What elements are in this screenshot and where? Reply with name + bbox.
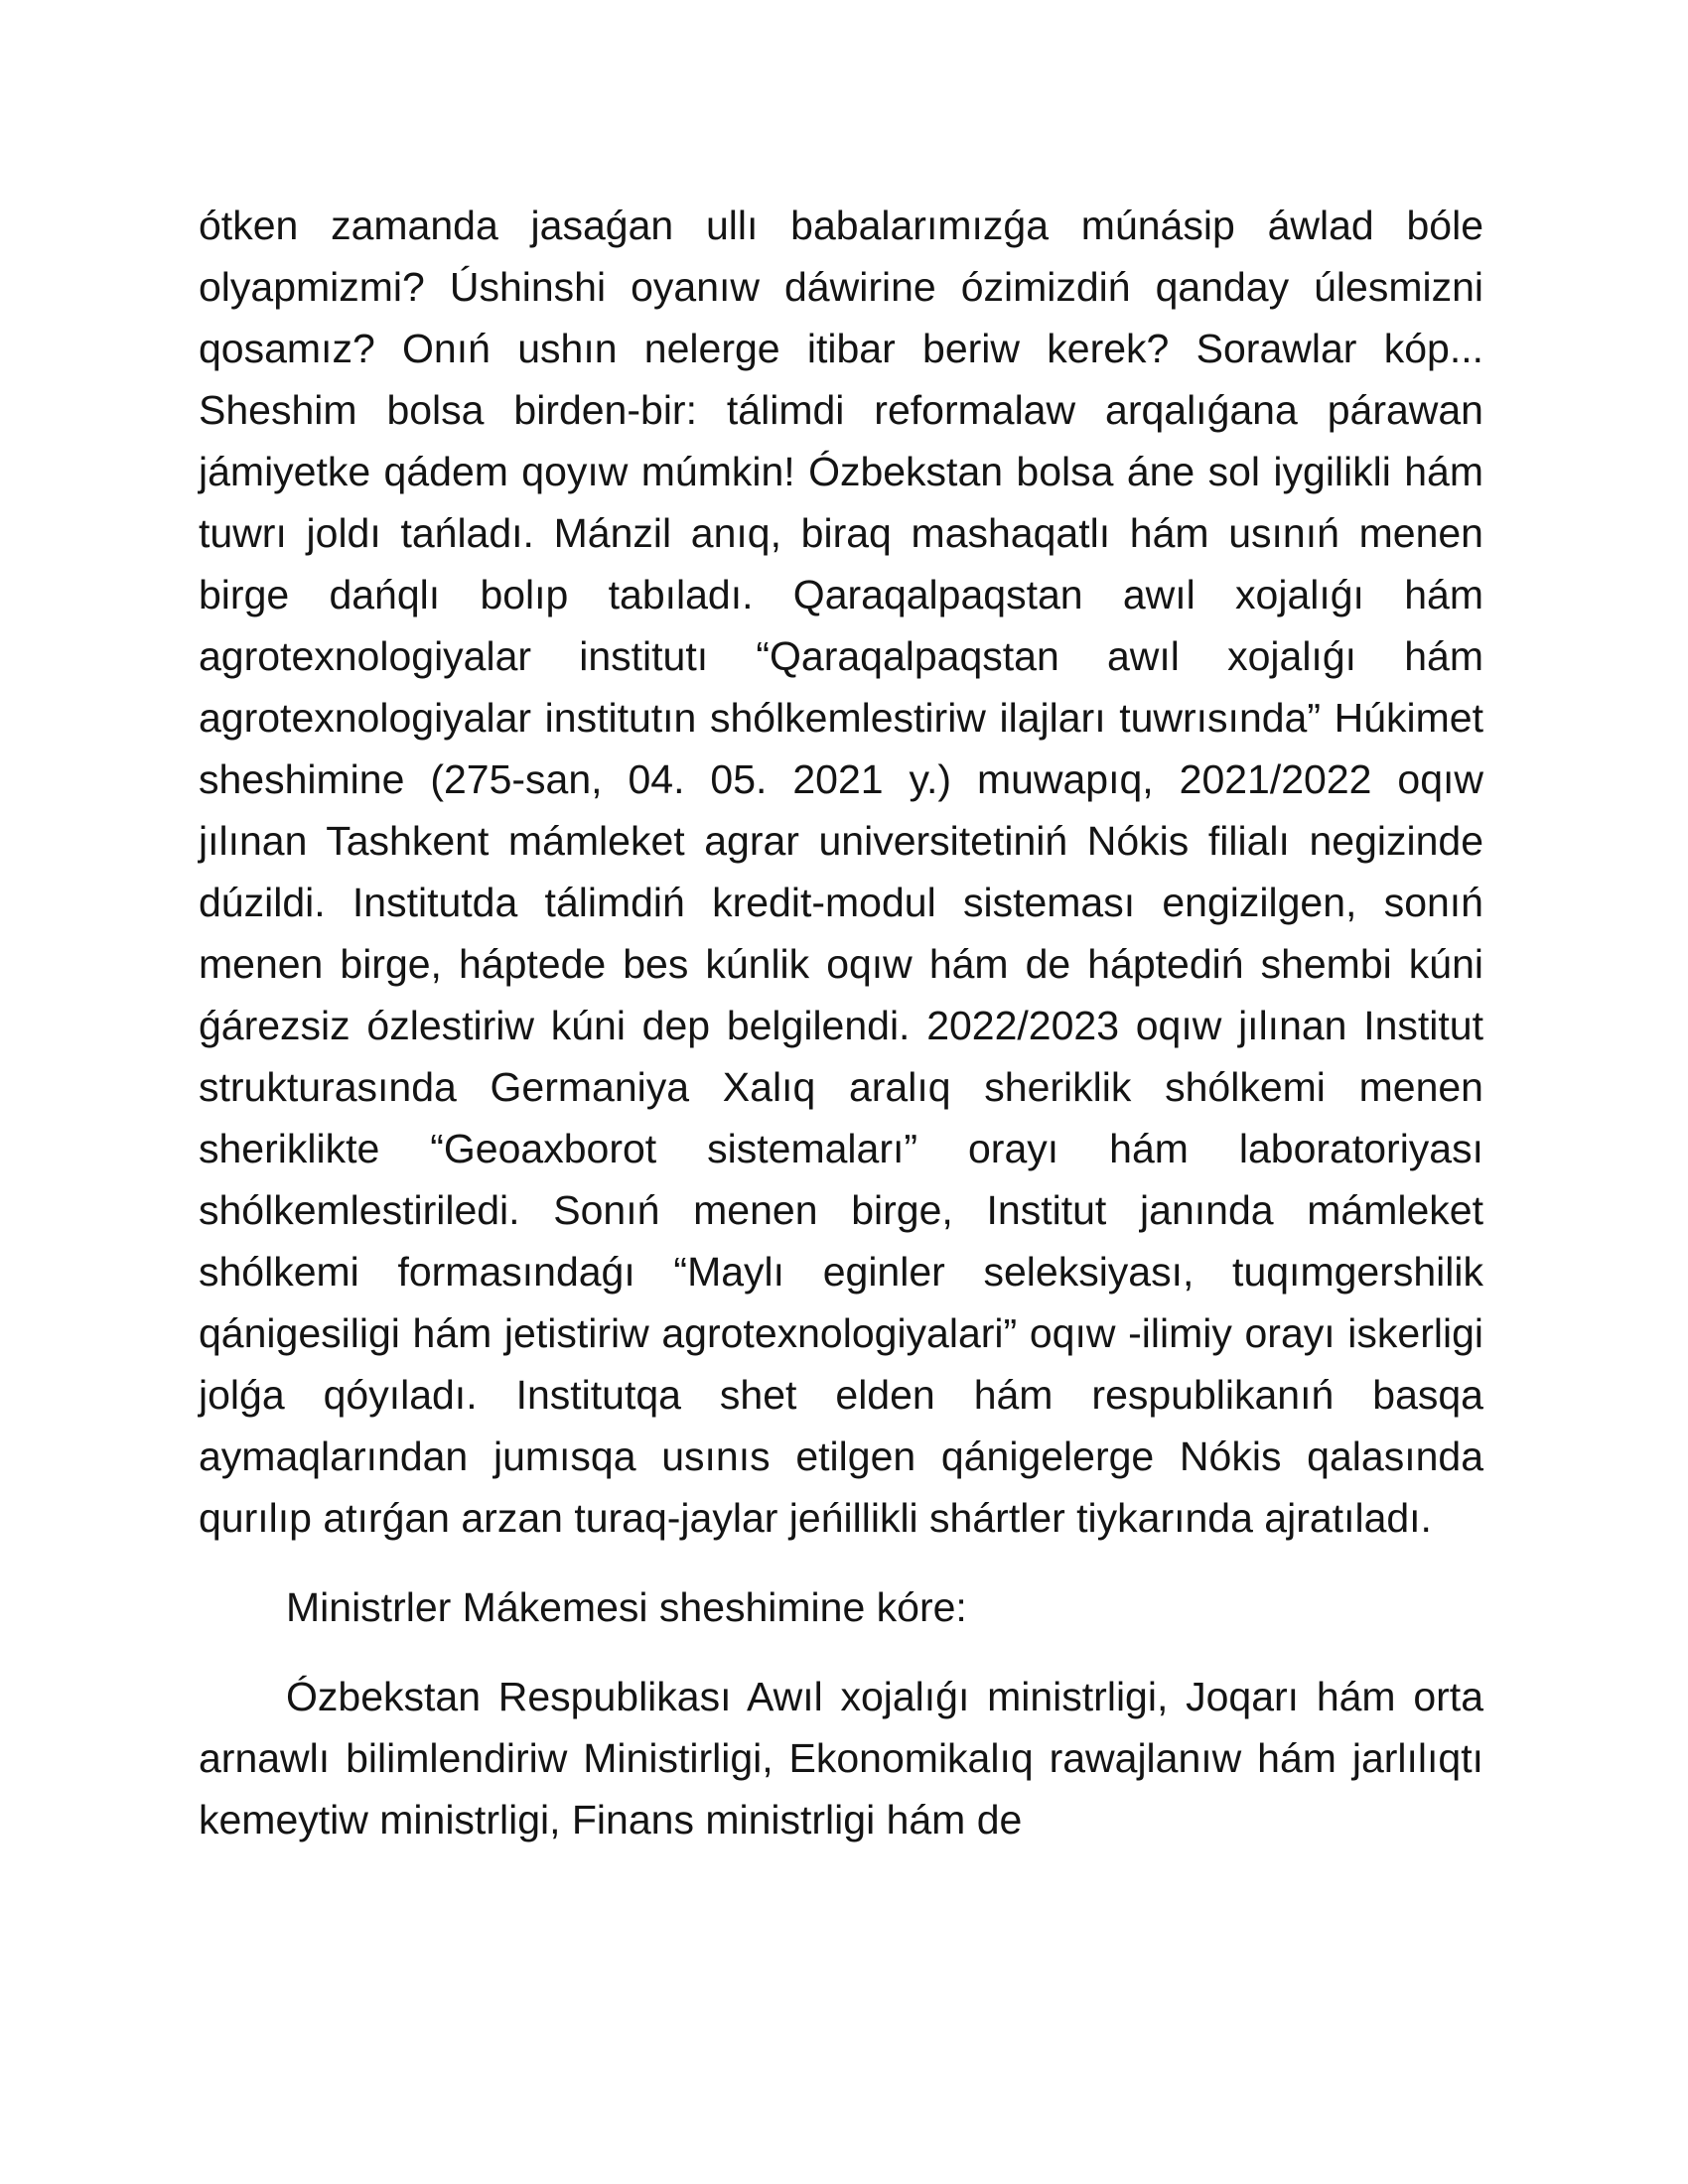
paragraph-ministries-list: Ózbekstan Respublikası Awıl xojalıǵı ministrligi, Joqarı hám orta arnawlı bilimlendiriw Ministirligi, Ekonomikalıq rawajlanıw hám jarlılıqtı kemeytiw ministrligi, Finans ministrligi hám de xyxy=(199,1674,1483,1843)
document-body xyxy=(199,195,1483,1850)
paragraph-ministers-decision: Ministrler Mákemesi sheshimine kóre: xyxy=(286,1584,967,1630)
paragraph-institute-history: ótken zamanda jasaǵan ullı babalarımızǵa múnásip áwlad bóle olyapmizmi? Úshinshi oyanıw dáwirine ózimizdiń qanday úlesmizni qosamız? Onıń ushın nelerge itibar beriw kerek? Sorawlar kóp... Sheshim bolsa birden-bir: tálimdi reformalaw arqalıǵana párawan jámiyetke qádem qoyıw múmkin! Ózbekstan bolsa áne sol iygilikli hám tuwrı joldı tańladı. Mánzil anıq, biraq mashaqatlı hám usınıń menen birge dańqlı bolıp tabıladı. Qaraqalpaqstan awıl xojalıǵı hám agrotexnologiyalar institutı “Qaraqalpaqstan awıl xojalıǵı hám agrotexnologiyalar institutın shólkemlestiriw ilajları tuwrısında” Húkimet sheshimine (275-san, 04. 05. 2021 y.) muwapıq, 2021/2022 oqıw jılınan Tashkent mámleket agrar universitetiniń Nókis filialı negizinde dúzildi. Institutda tálimdiń kredit-modul sisteması engizilgen, sonıń menen birge, háptede bes kúnlik oqıw hám de háptediń shembi kúni ǵárezsiz ózlestiriw kúni dep belgilendi. 2022/2023 oqıw jılınan Institut strukturasında Germaniya Xalıq aralıq sheriklik shólkemi menen sheriklikte “Geoaxborot sistemaları” orayı hám laboratoriyası shólkemlestiriledi. Sonıń menen birge, Institut janında mámleket shólkemi formasındaǵı “Maylı eginler seleksiyası, tuqımgershilik qánigesiligi hám jetistiriw agrotexnologiyalari” oqıw -ilimiy orayı iskerligi jolǵa qóyıladı. Institutqa shet elden hám respublikanıń basqa aymaqlarından jumısqa usınıs etilgen qánigelerge Nókis qalasında qurılıp atırǵan arzan turaq-jaylar jeńillikli shártler tiykarında ajratıladı. xyxy=(199,203,1483,1541)
